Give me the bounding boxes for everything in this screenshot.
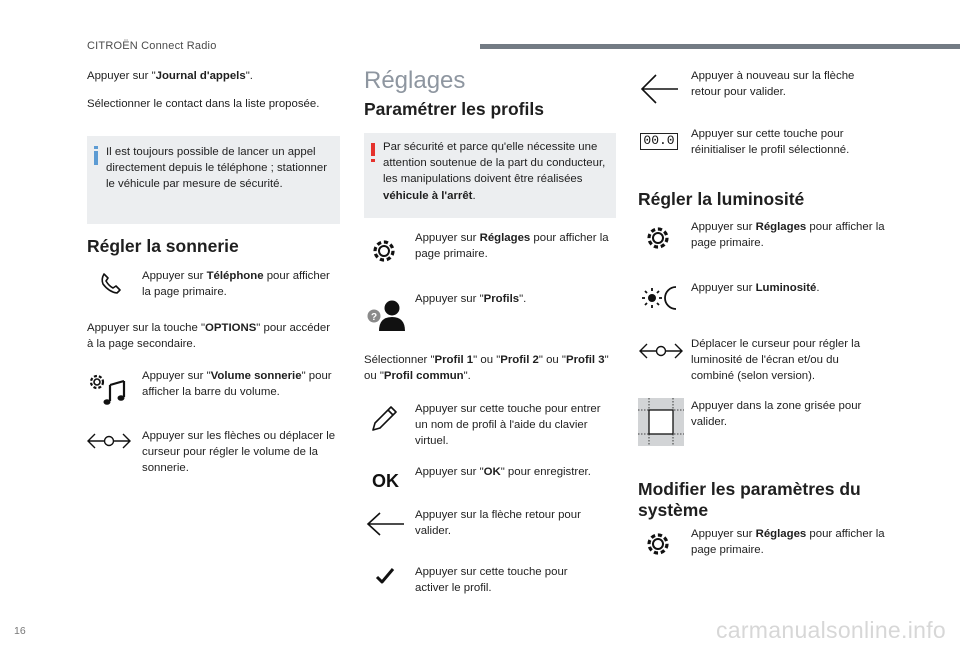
running-head: CITROËN Connect Radio <box>87 40 217 52</box>
info-note <box>87 136 340 224</box>
slider-arrows-icon-2 <box>638 340 684 362</box>
select-profile-text: Sélectionner "Profil 1" ou "Profil 2" ou "Profil 3" ou "Profil commun". <box>364 354 609 383</box>
step-ok-text: Appuyer sur "OK" pour enregistrer. <box>415 466 591 478</box>
info-note-text: Il est toujours possible de lancer un appel directement depuis le téléphone ; stationner le véhicule par mesure de sécurité. <box>106 146 327 191</box>
slider-arrows-icon <box>86 430 132 452</box>
phone-icon <box>100 272 122 294</box>
step-settings-text: Appuyer sur Réglages pour afficher la page primaire. <box>415 232 609 261</box>
settings-music-icon <box>86 371 128 407</box>
step-activate-text: Appuyer sur cette touche pour activer le profil. <box>415 566 568 595</box>
sun-moon-icon <box>640 284 684 312</box>
step-settings-text-2: Appuyer sur Réglages pour afficher la page primaire. <box>691 221 885 250</box>
select-contact-text: Sélectionner le contact dans la liste proposée. <box>87 98 320 110</box>
step-volume-text: Appuyer sur "Volume sonnerie" pour afficher la barre du volume. <box>142 370 332 399</box>
pencil-icon <box>370 403 400 433</box>
gear-icon-2 <box>645 225 671 251</box>
step-options-text: Appuyer sur la touche "OPTIONS" pour accéder à la page secondaire. <box>87 322 330 351</box>
step-journal-text: Appuyer sur "Journal d'appels". <box>87 70 253 82</box>
svg-text:?: ? <box>370 312 378 323</box>
step-grey-text: Appuyer dans la zone grisée pour valider. <box>691 400 862 429</box>
section-title: Réglages <box>364 67 466 94</box>
info-icon <box>94 146 98 165</box>
step-back-text: Appuyer sur la flèche retour pour valider. <box>415 509 581 538</box>
grey-zone-icon <box>638 398 684 446</box>
step-profiles-text: Appuyer sur "Profils". <box>415 293 527 305</box>
warning-note <box>364 133 616 218</box>
step-brightness-text: Appuyer sur Luminosité. <box>691 282 820 294</box>
system-heading: Modifier les paramètres du système <box>638 479 861 521</box>
profiles-heading: Paramétrer les profils <box>364 99 544 119</box>
brightness-heading: Régler la luminosité <box>638 189 805 209</box>
check-icon <box>375 567 395 585</box>
header-bar <box>480 44 960 49</box>
page-number: 16 <box>14 625 26 637</box>
step-edit-text: Appuyer sur cette touche pour entrer un nom de profil à l'aide du clavier virtuel. <box>415 403 601 448</box>
back-arrow-icon-2 <box>640 73 680 105</box>
step-slider-text: Déplacer le curseur pour régler la luminosité de l'écran et/ou du combiné (selon version). <box>691 338 861 383</box>
step-reset-text: Appuyer sur cette touche pour réinitialiser le profil sélectionné. <box>691 128 850 157</box>
gear-icon-3 <box>645 531 671 557</box>
step-back-again-text: Appuyer à nouveau sur la flèche retour pour valider. <box>691 70 855 99</box>
ok-icon: OK <box>372 471 399 491</box>
reset-value-icon: 00.0 <box>640 133 678 150</box>
step-arrows-text: Appuyer sur les flèches ou déplacer le curseur pour régler le volume de la sonnerie. <box>142 430 336 475</box>
step-phone-text: Appuyer sur Téléphone pour afficher la page primaire. <box>142 270 330 299</box>
back-arrow-icon <box>366 511 406 537</box>
step-settings-text-3: Appuyer sur Réglages pour afficher la page primaire. <box>691 528 885 557</box>
gear-icon <box>371 238 397 264</box>
warning-icon <box>371 143 375 162</box>
warning-text: Par sécurité et parce qu'elle nécessite une attention soutenue de la part du conducteur, les manipulations doivent être réalisées véhicule à l'arrêt. <box>383 141 606 202</box>
watermark: carmanualsonline.info <box>715 617 946 643</box>
ringtone-heading: Régler la sonnerie <box>87 236 239 256</box>
profile-icon <box>366 298 408 332</box>
